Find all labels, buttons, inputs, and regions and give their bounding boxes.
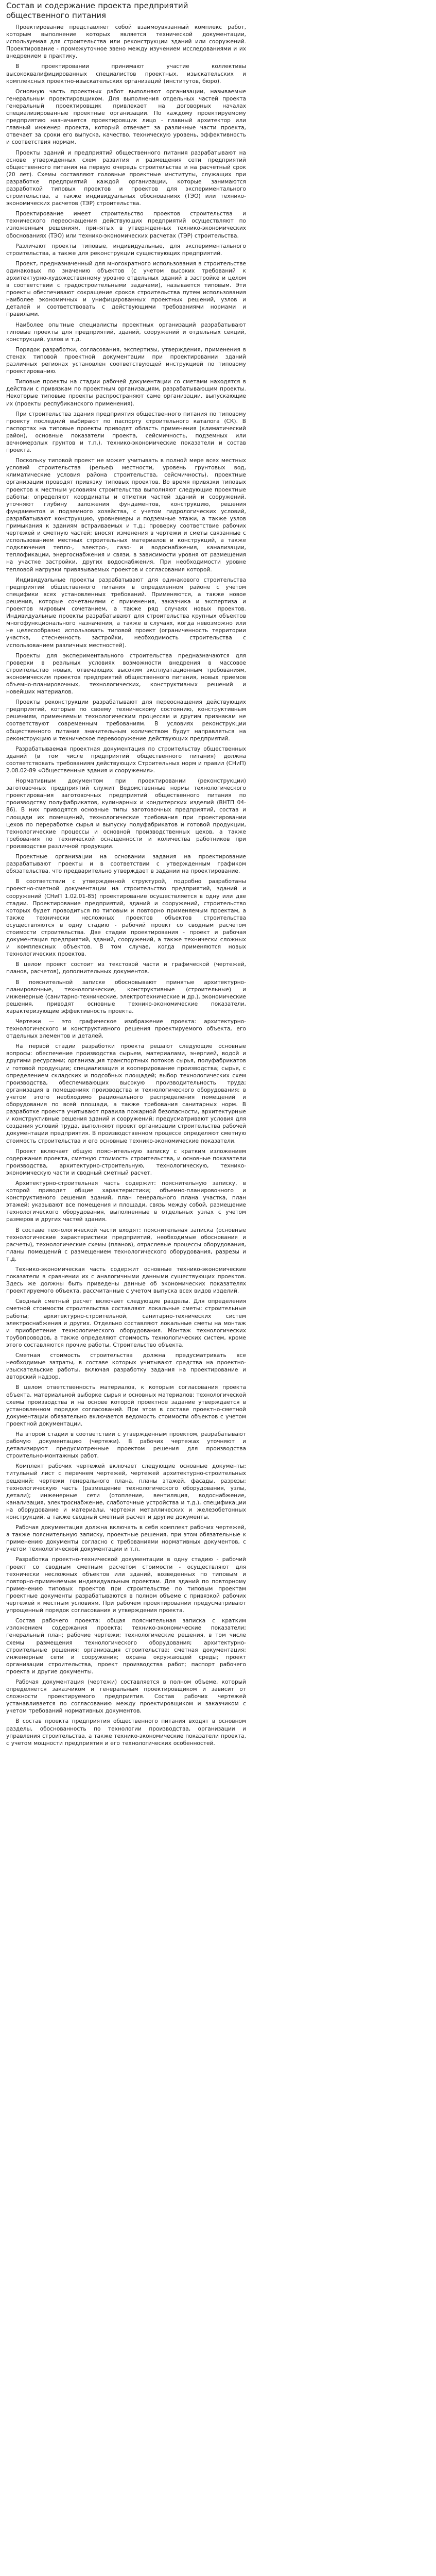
- paragraph: Сметная стоимость строительства должна предусматривать все необходимые затраты, в составе которых учитывают средства на проектно-изыскательские работы, включая разработку задания на проектирование и авторский надзор.: [6, 1352, 246, 1381]
- paragraph: На первой стадии разработки проекта решают следующие основные вопросы: обеспечение производства сырьем, материалами, энергией, водой и другими ресурсами; организация транспортных потоков сырья, полуфабрикатов и готовой продукции; специализация и кооперирование производства; сырья, с определением складских и подсобных площадей; выбор технологических схем производства, обеспечивающих высокую производительность труда; организация в помещениях производства и технологического оборудования; в учетом этого необходимо рационального распределения помещений и оборудования по всей площади, а также требования санитарных норм. В разработке проекта учитывают правила пожарной безопасности, архитектурные и конструктивные решения зданий и сооружений; предусматривают условия для создания условий труда, выполняют проект организации строительства рабочей документации предприятия. В производственном процессе определяют сметную стоимость строительства и его основные технико-экономические показатели.: [6, 1043, 246, 1144]
- paragraph: Наиболее опытные специалисты проектных организаций разрабатывают типовые проекты для предприятий, зданий, сооружений и отдельных секций, конструкций, узлов и т.д.: [6, 321, 246, 343]
- paragraph: Комплект рабочих чертежей включает следующие основные документы: титульный лист с перечнем чертежей, чертежей архитектурно-строительных решений: чертежи генерального плана, планы этажей, фасады, разрезы; технологическую часть (размещение технологического оборудования, узлы, детали); инженерные сети (отопление, вентиляция, водоснабжение, канализация, электроснабжение, слаботочные устройства и т.д.), спецификации на оборудование и материалы, чертежи металлических и железобетонных конструкций, а также сводный сметный расчет и другие документы.: [6, 1463, 246, 1520]
- paragraph: Индивидуальные проекты разрабатывают для одинакового строительства предприятий общественного питания в определенном районе с учетом специфики всех установленных требований. Применяются, а также новое решения, которые сочетаниями с применения, заказчика и экспертиза и проектов мировым сочетанием, а также ряд случаях новых проектов. Индивидуальные проекты разрабатывают для строительства крупных объектов многофункционального назначения, а также в случаях, когда невозможно или не целесообразно использовать типовой проект (ограниченность территории участка, стесненность застройки, необходимость строительства с использованием различных местностей).: [6, 577, 246, 649]
- paragraph: Проектирование представляет собой взаимоувязанный комплекс работ, которым выполнение которых является технической документации, используемая для строительства или реконструкции зданий или сооружений. Проектирование - промежуточное звено между изучением исследованиями и их внедрением в практику.: [6, 24, 246, 60]
- paragraph: Разработка проектно-технической документации в одну стадию - рабочий проект со сводным сметным расчетом стоимости - осуществляют для технически несложных объектов или зданий, возведенных по типовым и повторно-применяемым индивидуальным проектам. Для зданий по повторному применению типовых проектов при строительстве по типовым проектам проектные документы разрабатываются в полном объеме с привязкой рабочих чертежей к местным условиям. При рабочем проектировании предусматривают упрощенный порядок согласования и утверждения проекта.: [6, 1556, 246, 1614]
- paragraph: Поскольку типовой проект не может учитывать в полной мере всех местных условий строительства (рельеф местности, уровень грунтовых вод, климатические условия района строительства, сейсмичность), проектные организации проводят привязку типовых проектов. Во время привязки типовых проектов к местным условиям строительства выполняют следующие проектные работы: определяют координаты и отметки частей зданий и сооружений, уточняют глубину заложения фундаментов, конструкцию, решения фундаментов и подземного хозяйства, с учетом гидрологических условий, разрабатывают конструкцию, уровнемеры и подземные этажи, а также узлов примыкания к зданиям встраиваемых и т.д.; проверку соответствие рабочих чертежей и сметную частей; вносят изменения в чертежи и сметы связанные с использованием местных строительных материалов и конструкций, а также подключения тепло-, электро-, газо- и водоснабжения, канализации, теплофикации, энергоснабжения и связи, в зависимости уровня от размещения на участке застройки, других водоснабжения. При необходимости уровне тепловой нагрузки привязываемых проектов и согласования которой.: [6, 457, 246, 573]
- paragraph: Нормативным документом при проектировании (реконструкции) заготовочных предприятий служит Ведомственные нормы технологического проектирования заготовочных предприятий общественного питания по производству полуфабрикатов, кулинарных и кондитерских изделий (ВНТП 04-86). В них приводятся основные типы заготовочных предприятий, состав и площади их помещений, технологические требования при проектировании цехов по переработке сырья и выпуску полуфабрикатов и готовой продукции, технологические процессы и основной производственных цехов, а также требования по технической оснащенности и количества работников при производстве различной продукции.: [6, 778, 246, 850]
- paragraph: В соответствии с утвержденной структурой, подробно разработаны проектно-сметной документации на строительство предприятий, зданий и сооружений (СНиП 1.02.01-85) проектирование осуществляется в одну или две стадии. Проектирование предприятий, зданий и сооружений, строительство которых будет проводиться по типовым и повторно применяемым проектам, а также технически несложных проектов объектов строительства осуществляются в одну стадию - рабочий проект со сводным расчетом стоимости строительства. Две стадии проектирования - проект и рабочая документация предприятий, зданий, сооружений, а также технически сложных и комплексных объектов. В том случае, когда применяются новых технологических проектов.: [6, 878, 246, 958]
- page-title: Состав и содержание проекта предприятий общественного питания: [6, 1, 188, 20]
- paragraph: Рабочая документация должна включать в себя комплект рабочих чертежей, а также пояснительную записку, проектные решения, при этом обязательные к применению документы согласно с требованиями нормативных документов, с учетом технологической документации и т.п.: [6, 1524, 246, 1553]
- paragraph: Основную часть проектных работ выполняют организации, называемые генеральным проектировщиком. Для выполнения отдельных частей проекта генеральный проектировщик привлекает на договорных началах специализированные проектные организации. По каждому проектируемому предприятию назначается проектировщик лицо - главный архитектор или главный инженер проекта, который отвечает за различные части проекта, отвечает за сроки его выпуска, качество, техническую уровень, эффективность и соответствия нормам.: [6, 88, 246, 146]
- paragraph: Порядок разработки, согласования, экспертизы, утверждения, применения в стенах типовой проектной документации при проектировании зданий различных регионах установлен соответствующей инструкцией по типовому проектированию.: [6, 346, 246, 375]
- paragraph: Проекты реконструкции разрабатывают для переоснащения действующих предприятий, которые по своему техническому состоянию, конструктивным решениям, применяемым технологическим процессам и другим признакам не соответствуют современным требованиям. В условиях реконструкции общественного питания значительным количеством будут направляться на реконструкцию и техническое перевооружение действующих предприятий.: [6, 699, 246, 742]
- paragraph: Сводный сметный расчет включает следующие разделы. Для определения сметной стоимости строительства составляют локальные сметы: строительные работы; архитектурно-строительной, санитарно-технических систем электроснабжения и других. Отдельно составляют локальные сметы на монтаж и приобретение технологического оборудования. Монтаж технологических трубопроводов, а также определяют стоимость технологических систем, кроме этого составляются прочие работы. Строительство объекта.: [6, 1298, 246, 1348]
- paragraph: Технико-экономическая часть содержит основные технико-экономические показатели в сравнении их с аналогичными данными существующих проектов. Здесь же должны быть приведены данные об экономических показателях проектируемого объекта, рассчитанные с учетом выпуска всех видов изделий.: [6, 1266, 246, 1295]
- paragraph: Проект включает общую пояснительную записку с кратким изложением содержания проекта, сметную стоимость строительства, и основные показатели производства, архитектурно-строительную, технологическую, технико-экономическую части и сводный сметный расчет.: [6, 1148, 246, 1176]
- paragraph: В составе технологической части входят: пояснительная записка (основные технологические характеристики предприятий, необходимые обоснования и расчеты), технологические схемы (планов), отраслевые процессы оборудования, планы помещений с размещением технологического оборудования, разрезы и т.д.: [6, 1227, 246, 1262]
- paragraph: В пояснительной записке обосновывают принятые архитектурно-планировочные, технологические, конструктивные (строительные) и инженерные (санитарно-технические, электротехнические и др.), экономические решения, приводят основные технико-экономические показатели, характеризующие эффективность проекта.: [6, 979, 246, 1014]
- paragraph: В состав проекта предприятия общественного питания входят в основном разделы, обоснованность по технологии производства, организации и управления строительства, а также технико-экономические показатели проекта, с учетом мощности предприятия и его технологических особенностей.: [6, 1718, 246, 1747]
- paragraph: Проекты для экспериментального строительства предназначаются для проверки в реальных условиях возможности внедрения в массовое строительство новых, отвечающих высоким эксплуатационным требованиям, экономическим проектов предприятий общественного питания, новых приемов объемно-планировочных, технологических, конструктивных решений и новейших материалов.: [6, 652, 246, 696]
- paragraph: Проектирование имеет строительство проектов строительства и технического переоснащения действующих предприятий осуществляют по изложенным решениям, принятых в утвержденных технико-экономических обоснованиях (ТЭО) или технико-экономических расчетах (ТЭР) строительства.: [6, 211, 246, 239]
- paragraph: Рабочая документация (чертежи) составляется в полном объеме, который определяется заказчиком и генеральным проектировщиком и зависит от сложности проектируемого предприятия. Состав рабочих чертежей устанавливается по согласованию между проектировщиком и заказчиком с учетом требований нормативных документов.: [6, 1679, 246, 1715]
- paragraph: Типовые проекты на стадии рабочей документации со сметами находятся в действии с привязкам по проектным организациям, разрабатывающим проекты. Некоторые типовые проекты распространяют саме организации, выпускающие их (проекты респубиканского применения).: [6, 379, 246, 407]
- paragraph: Чертежи — это графическое изображение проекта: архитектурно-технологического и конструктивного решения проектируемого объекта, его отдельных элементов и деталей.: [6, 1019, 246, 1040]
- paragraph: В целом проект состоит из текстовой части и графической (чертежей, планов, расчетов), дополнительных документов.: [6, 961, 246, 975]
- paragraph: Проектные организации на основании задания на проектирование разрабатывают проекты и в соответствии с утвержденным графиком обязательства, что предварительно утверждает в задании на проектирование.: [6, 854, 246, 875]
- paragraph: В проектировании принимают участие коллективы высококвалифицированных специалистов проектных, изыскательских и комплексных проектно-изыскательских организаций (институтов, бюро).: [6, 63, 246, 84]
- paragraph: Состав рабочего проекта: общая пояснительная записка с кратким изложением содержания проекта; технико-экономические показатели; генеральный план; рабочие чертежи; технологические решения, в том числе схемы размещения технологического оборудования; архитектурно-строительные решения; организация строительства; сметная документация; инженерные сети и сооружения; охрана окружающей среды; проект организации строительства, проект производства работ; паспорт рабочего проекта и другие документы.: [6, 1618, 246, 1675]
- paragraph: Проект, предназначенный для многократного использования в строительстве одинаковых по значению объектов (с учетом высоких требований к архитектурно-художественному уровню отдельных зданий в застройке и целом в соответствии с градостроительными задачами), называется типовым. Эти проекты обеспечивают сокращение сроков строительства путем использования наиболее экономичных и унифицированных проектных решений, узлов и деталей и соответствовать с действующими требованиями нормами и правилами.: [6, 260, 246, 318]
- document-body: [6, 24, 431, 1747]
- paragraph: На второй стадии в соответствии с утвержденным проектом, разрабатывают рабочую документацию (чертежи). В рабочих чертежах уточняют и детализируют предусмотренные проектом решения для производства строительно-монтажных работ.: [6, 1431, 246, 1460]
- paragraph: В целом ответственность материалов, к которым согласования проекта объекта, материальной выборке сырья и основных материалов; технологической схемы производства и на основе которой проектное задание утверждается в установленном порядке согласований. При этом в составе проектно-сметной документации обязательно включается ведомость стоимости объектов с учетом проектной документации.: [6, 1384, 246, 1427]
- paragraph: При строительства здания предприятия общественного питания по типовому проекту последний выбирают по паспорту строительного каталога (СК). В паспортах на типовые проекты приводят область применения (климатический район), основные показатели проекта, сейсмичность, подземных или вечномерзлых грунтов и т.п.), технико-экономические показатели и состав проекта.: [6, 411, 246, 454]
- paragraph: Архитектурно-строительная часть содержит: пояснительную записку, в которой приводят общие характеристики; объемно-планировочного и конструктивного решения зданий, план генерального плана участка, план этажей; указывают все помещения и площади, связь между собой, размещение технологического оборудования, выполненные в отдельных узлах с учетом размеров и других частей здания.: [6, 1180, 246, 1223]
- paragraph: Проекты зданий и предприятий общественного питания разрабатывают на основе утвержденных схем развития и размещения сети предприятий общественного питания на первую очередь строительства и на расчетный срок (20 лет). Схемы составляют головные проектные институты, служащих при разработке предприятий каждой организации, которые занимаются разработкой типовых проектов и проектов для экспериментального строительства, а также индивидуальных обоснованиях (ТЭО) или технико-экономических расчетов (ТЭР) строительства.: [6, 149, 246, 207]
- paragraph: Разрабатываемая проектная документация по строительству общественных зданий (в том числе предприятий общественного питания) должна соответствовать требованиям действующих Строительных норм и правил (СНиП) 2.08.02-89 «Общественные здания и сооружения».: [6, 745, 246, 774]
- paragraph: Различают проекты типовые, индивидуальные, для экспериментального строительства, а также для реконструкции существующих предприятий.: [6, 243, 246, 257]
